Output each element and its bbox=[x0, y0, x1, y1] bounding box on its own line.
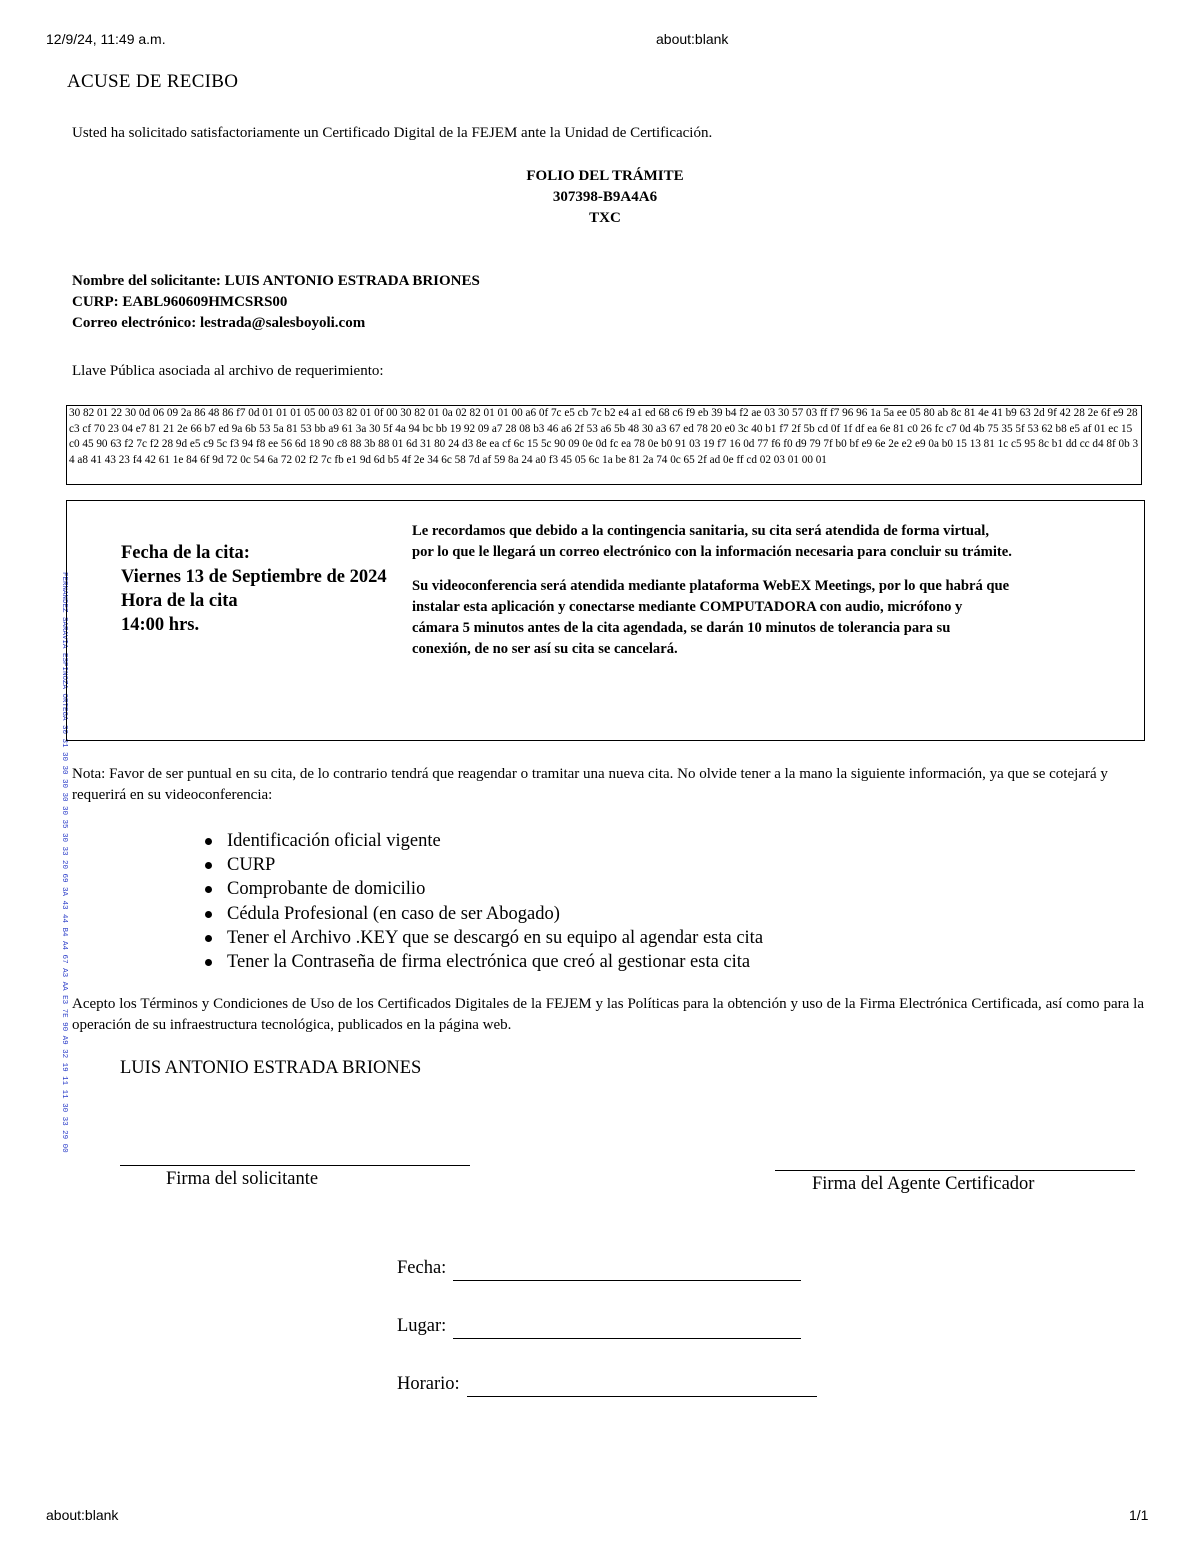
print-footer-url: about:blank bbox=[46, 1507, 119, 1523]
requirements-list bbox=[205, 829, 763, 974]
applicant-curp-row bbox=[72, 292, 480, 313]
list-item: Comprobante de domicilio bbox=[205, 877, 763, 901]
appointment-time: 14:00 hrs. bbox=[121, 615, 200, 635]
public-key-label: Llave Pública asociada al archivo de requerimiento: bbox=[72, 363, 384, 379]
side-stamp: FERNANDEZ SARAVIA ESPINOZA ORTEGA 30 31 30 30 30 30 30 35 30 33 20 69 3A 43 44 B4 A4 67 A3 AA E3 7E 90 A9 32 19 11 11 30 33 29 00 bbox=[60, 572, 68, 1153]
applicant-email: lestrada@salesboyoli.com bbox=[200, 315, 366, 331]
print-footer-page-number: 1/1 bbox=[1129, 1507, 1149, 1523]
agent-signature-line bbox=[775, 1170, 1135, 1171]
list-item: Tener el Archivo .KEY que se descargó en su equipo al agendar esta cita bbox=[205, 926, 763, 950]
applicant-info bbox=[72, 271, 480, 334]
applicant-name-row bbox=[72, 271, 480, 292]
folio-code: TXC bbox=[589, 210, 621, 226]
appointment-date-label: Fecha de la cita: bbox=[121, 543, 250, 563]
applicant-curp: EABL960609HMCSRS00 bbox=[122, 294, 288, 310]
print-header-url: about:blank bbox=[656, 31, 729, 47]
appointment-details bbox=[121, 541, 399, 637]
horario-label: Horario: bbox=[397, 1374, 460, 1394]
fecha-label: Fecha: bbox=[397, 1258, 447, 1278]
lugar-label: Lugar: bbox=[397, 1316, 447, 1336]
list-item: Tener la Contraseña de firma electrónica que creó al gestionar esta cita bbox=[205, 950, 763, 974]
appointment-notice-webex: Su videoconferencia será atendida mediante plataforma WebEX Meetings, por lo que habrá que instalar esta aplicación y conectarse mediante COMPUTADORA con audio, micrófono y cámara 5 minutos antes de la cita agendada, se darán 10 minutos de tolerancia para su conexión, de no ser así su cita se cancelará. bbox=[412, 578, 1010, 657]
folio-number: 307398-B9A4A6 bbox=[552, 189, 658, 205]
note-text: Nota: Favor de ser puntual en su cita, de lo contrario tendrá que reagendar o tramitar una nueva cita. No olvide tener a la mano la siguiente información, ya que se cotejará y requerirá en su videoconferencia: bbox=[72, 766, 1108, 803]
fecha-line bbox=[453, 1280, 801, 1281]
appointment-time-label: Hora de la cita bbox=[121, 591, 238, 611]
intro-text: Usted ha solicitado satisfactoriamente un Certificado Digital de la FEJEM ante la Unidad de Certificación. bbox=[72, 125, 713, 141]
applicant-signature-line bbox=[120, 1165, 470, 1166]
applicant-email-row bbox=[72, 313, 480, 334]
applicant-name: LUIS ANTONIO ESTRADA BRIONES bbox=[224, 273, 480, 289]
print-header-datetime: 12/9/24, 11:49 a.m. bbox=[46, 31, 166, 47]
agent-signature-label: Firma del Agente Certificador bbox=[812, 1174, 1035, 1194]
applicant-curp-label: CURP: bbox=[72, 294, 123, 310]
document-title: ACUSE DE RECIBO bbox=[67, 71, 239, 92]
applicant-signature-label: Firma del solicitante bbox=[166, 1169, 319, 1189]
folio-block bbox=[405, 166, 805, 229]
appointment-date: Viernes 13 de Septiembre de 2024 bbox=[121, 567, 387, 587]
list-item: Identificación oficial vigente bbox=[205, 829, 763, 853]
folio-heading: FOLIO DEL TRÁMITE bbox=[526, 168, 684, 184]
signer-name: LUIS ANTONIO ESTRADA BRIONES bbox=[120, 1058, 422, 1078]
appointment-notice-virtual: Le recordamos que debido a la contingencia sanitaria, su cita será atendida de forma virtual, por lo que le llegará un correo electrónico con la información necesaria para concluir su trámite. bbox=[412, 523, 1012, 560]
appointment-notice bbox=[412, 521, 1012, 673]
list-item: Cédula Profesional (en caso de ser Abogado) bbox=[205, 902, 763, 926]
applicant-name-label: Nombre del solicitante: bbox=[72, 273, 225, 289]
acceptance-text: Acepto los Términos y Condiciones de Uso de los Certificados Digitales de la FEJEM y las Políticas para la obtención y uso de la Firma Electrónica Certificada, así como para la operación de su infraestructura tecnológica, publicados en la página web. bbox=[72, 996, 1144, 1033]
horario-line bbox=[467, 1396, 817, 1397]
lugar-line bbox=[453, 1338, 801, 1339]
applicant-email-label: Correo electrónico: bbox=[72, 315, 200, 331]
public-key-box: 30 82 01 22 30 0d 06 09 2a 86 48 86 f7 0d 01 01 01 05 00 03 82 01 0f 00 30 82 01 0a 02 82 01 01 00 a6 0f 7c e5 cb 7c b2 e4 a1 ed 68 c6 f9 eb 39 b4 f2 ae 03 30 57 03 ff f7 96 96 1a 5a ee 05 80 ab 8c 81 4e 41 b9 63 2d 9f 42 28 2e 6f e9 28 c3 cf 70 23 04 e7 81 21 2e 66 b7 ed 9a 6b 53 5a 81 53 bb a9 61 3a 30 5f 4a 94 bc bb 19 92 09 a7 28 08 b3 46 a6 2f 53 a6 5b 48 30 a3 67 ed 78 20 e0 3c 40 b1 f7 2f 5b cd 0f 1f df ea 6e 81 c0 26 fc c7 0d 4b 75 35 5f 53 62 b8 e5 af 01 ec 15 c0 45 90 63 f2 7c f2 28 9d e5 c9 5c f3 94 f8 ee 56 6d 18 90 c8 88 3b 88 01 6d 31 80 24 d3 8e ea cf 6c 15 5c 90 09 0e 0d fc ea 78 0e b0 91 03 19 f7 16 0d 77 f6 f0 d9 79 7f b0 bf e9 6e 2e e2 e9 0a b0 15 13 81 1c c5 95 8c b1 dd cc d4 8f 0b 34 a8 41 43 23 f4 42 61 1e 84 6f 9d 72 0c 54 6a 72 02 f2 7c fb e1 9d 6d b5 4f 2e 34 6c 58 7d af 59 8a 24 a0 f3 45 05 6c 1a be 81 2a 74 0c 65 2f ad 0e ff cd 02 03 01 00 01 bbox=[66, 405, 1142, 485]
list-item: CURP bbox=[205, 853, 763, 877]
